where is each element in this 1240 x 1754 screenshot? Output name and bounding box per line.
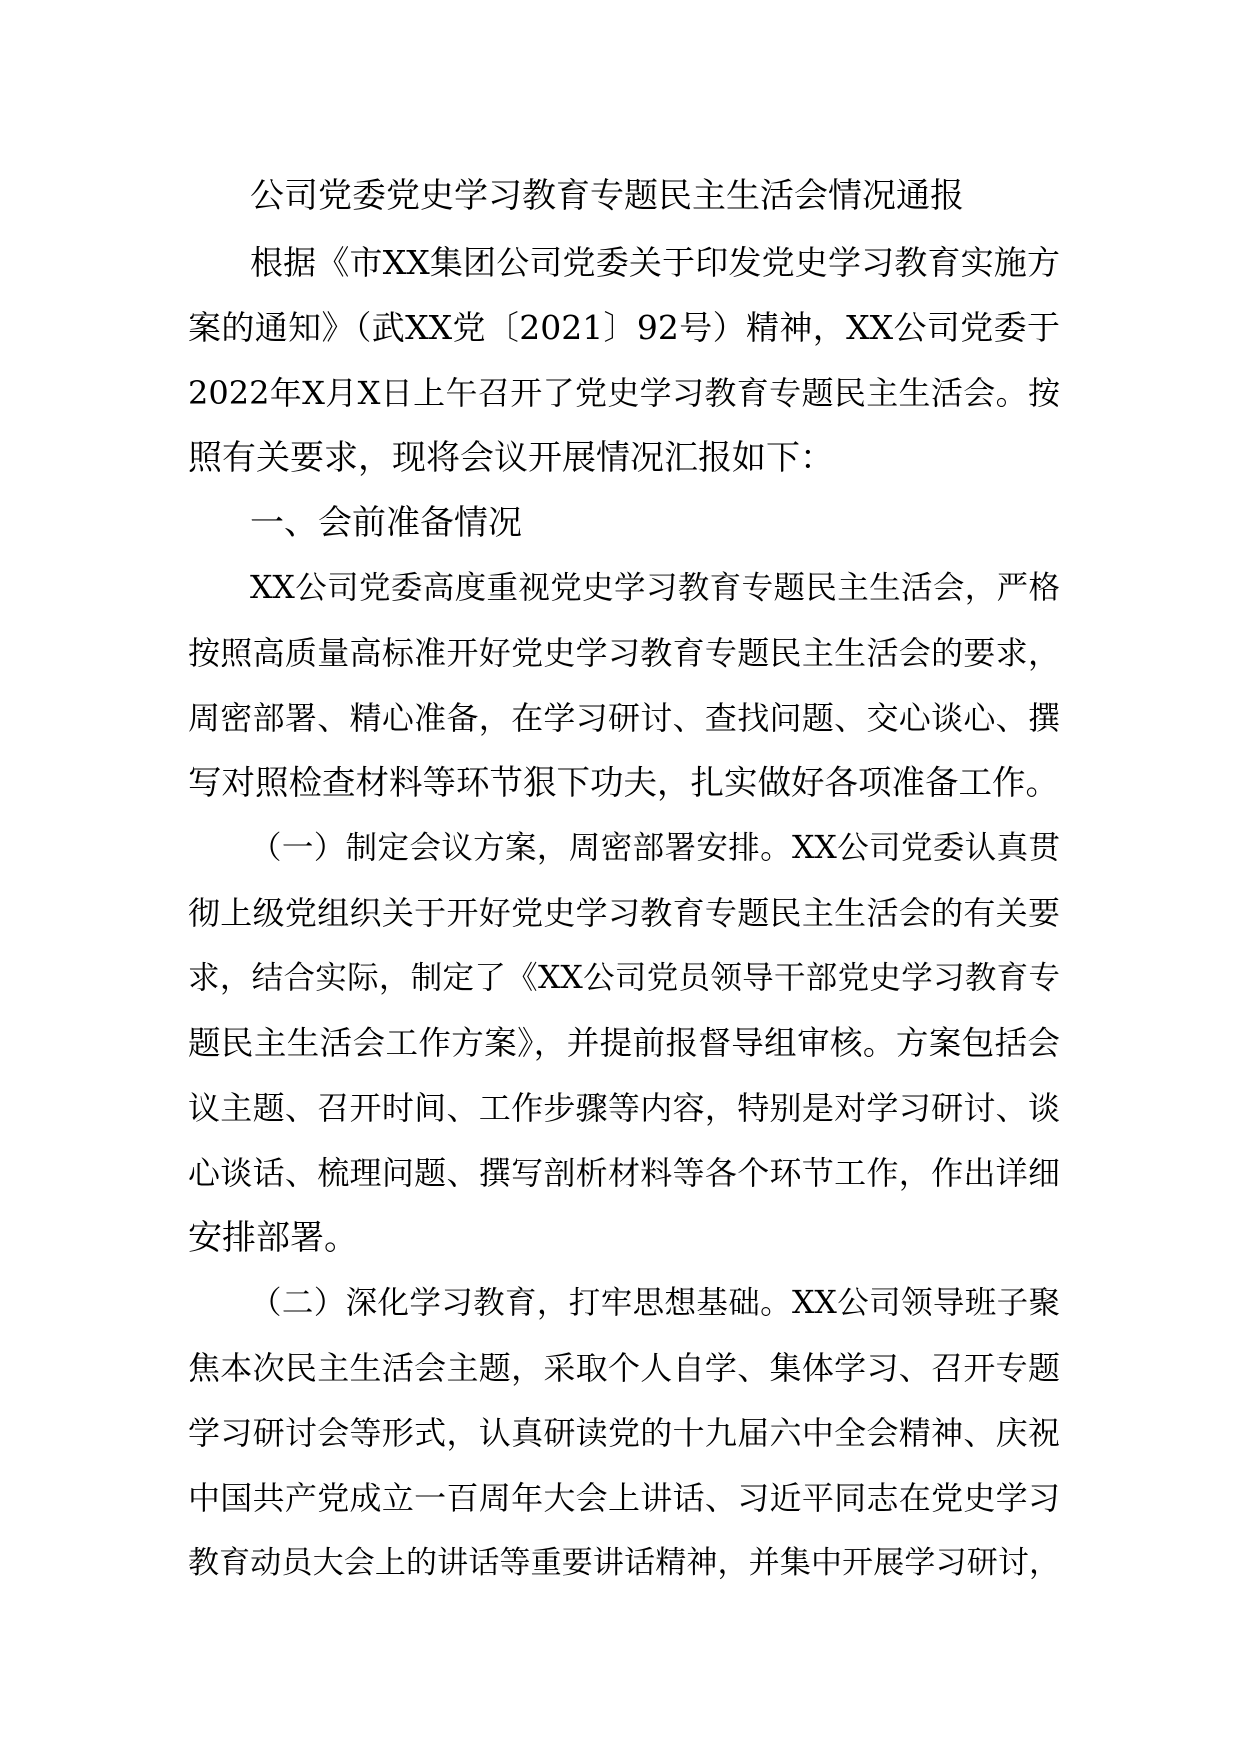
document-title: 公司党委党史学习教育专题民主生活会情况通报 [250, 176, 964, 216]
paragraph-line: （二）深化学习教育，打牢思想基础。XX公司领导班子聚 [250, 1285, 1060, 1321]
paragraph-line: 题民主生活会工作方案》，并提前报督导组审核。方案包括会 [188, 1024, 1060, 1062]
paragraph-line: 学习研讨会等形式，认真研读党的十九届六中全会精神、庆祝 [188, 1414, 1060, 1452]
section-heading: 一、会前准备情况 [250, 503, 522, 543]
paragraph-line: 根据《市XX集团公司党委关于印发党史学习教育实施方 [250, 243, 1060, 282]
paragraph-line: 案的通知》（武XX党〔2021〕92号）精神，XX公司党委于 [188, 308, 1060, 347]
paragraph-line: 周密部署、精心准备，在学习研讨、查找问题、交心谈心、撰 [188, 699, 1060, 737]
paragraph-line: 照有关要求，现将会议开展情况汇报如下： [188, 438, 834, 478]
paragraph-line: 心谈话、梳理问题、撰写剖析材料等各个环节工作，作出详细 [188, 1154, 1060, 1192]
paragraph-line: 议主题、召开时间、工作步骤等内容，特别是对学习研讨、谈 [188, 1089, 1060, 1127]
paragraph-line: 写对照检查材料等环节狠下功夫，扎实做好各项准备工作。 [188, 763, 1059, 802]
paragraph-line: 安排部署。 [188, 1218, 358, 1258]
paragraph-line: 求，结合实际，制定了《XX公司党员领导干部党史学习教育专 [188, 960, 1060, 996]
paragraph-line: 彻上级党组织关于开好党史学习教育专题民主生活会的有关要 [188, 894, 1060, 932]
paragraph-line: （一）制定会议方案，周密部署安排。XX公司党委认真贯 [250, 830, 1060, 866]
paragraph-line: 教育动员大会上的讲话等重要讲话精神，并集中开展学习研讨， [188, 1545, 1060, 1581]
paragraph-line: XX公司党委高度重视党史学习教育专题民主生活会，严格 [250, 570, 1060, 606]
paragraph-line: 按照高质量高标准开好党史学习教育专题民主生活会的要求， [188, 634, 1060, 672]
paragraph-line: 2022年X月X日上午召开了党史学习教育专题民主生活会。按 [188, 374, 1060, 412]
paragraph-line: 中国共产党成立一百周年大会上讲话、习近平同志在党史学习 [188, 1479, 1060, 1517]
paragraph-line: 焦本次民主生活会主题，采取个人自学、集体学习、召开专题 [188, 1349, 1060, 1387]
